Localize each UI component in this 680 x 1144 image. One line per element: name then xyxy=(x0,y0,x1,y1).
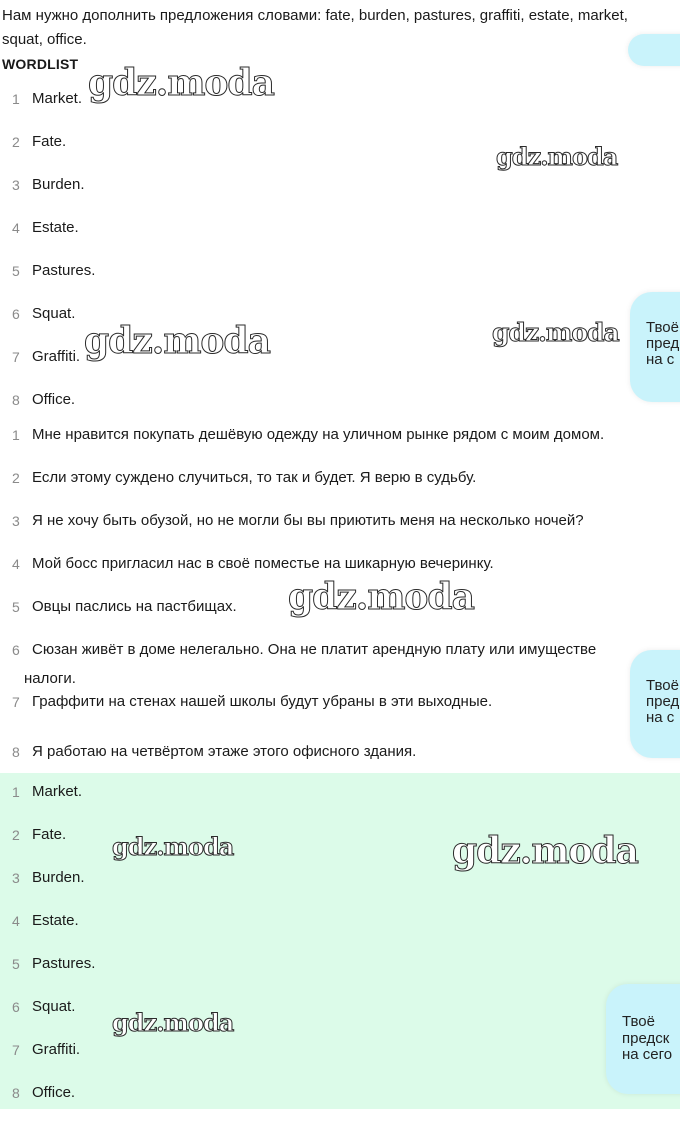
list-item xyxy=(0,730,680,773)
list-item xyxy=(0,688,680,730)
watermark: gdz.moda xyxy=(84,320,270,362)
bubble-text-line1: Твоё xyxy=(646,319,679,336)
item-text: Я не хочу быть обузой, но не могли бы вы приютить меня на несколько ночей? xyxy=(32,512,584,529)
list-item xyxy=(0,249,680,292)
item-number: 4 xyxy=(12,913,20,929)
watermark: gdz.moda xyxy=(112,832,234,861)
item-number: 6 xyxy=(12,642,20,658)
list-item xyxy=(0,628,680,688)
watermark: gdz.moda xyxy=(112,1008,234,1037)
item-text: Office. xyxy=(32,391,76,408)
watermark: gdz.moda xyxy=(288,576,474,618)
list-item xyxy=(0,899,680,942)
list-item xyxy=(0,456,680,499)
item-text: Graffiti. xyxy=(32,348,81,365)
item-number: 8 xyxy=(12,744,20,760)
item-text: Pastures. xyxy=(32,955,96,972)
item-text: Сюзан живёт в доме нелегально. Она не платит арендную плату или имуществе xyxy=(32,641,597,658)
item-text: Burden. xyxy=(32,869,85,886)
bubble-text-line3: на с xyxy=(646,709,675,726)
item-number: 2 xyxy=(12,470,20,486)
item-number: 3 xyxy=(12,870,20,886)
item-number: 3 xyxy=(12,513,20,529)
item-text: Graffiti. xyxy=(32,1041,81,1058)
bubble-text-line3: на с xyxy=(646,351,675,368)
item-number: 8 xyxy=(12,392,20,408)
item-number: 6 xyxy=(12,999,20,1015)
item-number: 5 xyxy=(12,599,20,615)
item-number: 1 xyxy=(12,427,20,443)
item-text: Pastures. xyxy=(32,262,96,279)
item-number: 3 xyxy=(12,177,20,193)
list-item xyxy=(0,206,680,249)
item-text: Fate. xyxy=(32,133,67,150)
list-item xyxy=(0,985,680,1028)
item-text: Office. xyxy=(32,1084,76,1101)
bubble-text-line1: Твоё xyxy=(622,1013,655,1030)
item-text: Я работаю на четвёртом этаже этого офисного здания. xyxy=(32,743,417,760)
wordlist-heading: WORDLIST xyxy=(2,56,79,72)
item-text: Овцы паслись на пастбищах. xyxy=(32,598,237,615)
item-number: 7 xyxy=(12,349,20,365)
bubble-text-line3: на сего xyxy=(622,1046,673,1063)
item-number: 5 xyxy=(12,956,20,972)
ad-bubble[interactable] xyxy=(630,292,680,402)
item-text: Estate. xyxy=(32,912,79,929)
item-number: 1 xyxy=(12,91,20,107)
item-text: Market. xyxy=(32,783,83,800)
task-description: Нам нужно дополнить предложения словами: fate, burden, pastures, graffiti, estate, market, squat, office. xyxy=(2,7,628,48)
bubble-text-line2: пред xyxy=(646,335,680,352)
item-text: Estate. xyxy=(32,219,79,236)
item-number: 7 xyxy=(12,1042,20,1058)
list-item xyxy=(0,1071,680,1114)
ad-bubble[interactable] xyxy=(606,984,680,1094)
list-item xyxy=(0,1028,680,1071)
item-text: Мой босс пригласил нас в своё поместье на шикарную вечеринку. xyxy=(32,555,494,572)
item-text: Squat. xyxy=(32,998,76,1015)
bubble-text-line2: пред xyxy=(646,693,680,710)
item-number: 7 xyxy=(12,694,20,710)
answer-list-final xyxy=(0,770,680,1114)
ad-bubble-top[interactable] xyxy=(628,34,680,66)
item-text: Граффити на стенах нашей школы будут убраны в эти выходные. xyxy=(32,693,493,710)
bubble-text-line2: предск xyxy=(622,1030,670,1047)
watermark: gdz.moda xyxy=(492,318,619,347)
item-text: Если этому суждено случиться, то так и будет. Я верю в судьбу. xyxy=(32,469,477,486)
watermark: gdz.moda xyxy=(452,830,638,872)
watermark: gdz.moda xyxy=(88,62,274,104)
item-text: Burden. xyxy=(32,176,85,193)
list-item xyxy=(0,499,680,542)
item-number: 4 xyxy=(12,220,20,236)
item-number: 6 xyxy=(12,306,20,322)
ad-bubble[interactable] xyxy=(630,650,680,758)
watermark: gdz.moda xyxy=(496,142,618,171)
item-number: 2 xyxy=(12,134,20,150)
item-number: 5 xyxy=(12,263,20,279)
item-number: 1 xyxy=(12,784,20,800)
item-text: Мне нравится покупать дешёвую одежду на уличном рынке рядом с моим домом. xyxy=(32,426,605,443)
item-number: 4 xyxy=(12,556,20,572)
item-number: 8 xyxy=(12,1085,20,1101)
answer-list-words xyxy=(0,77,680,421)
list-item xyxy=(0,413,680,456)
bubble-text-line1: Твоё xyxy=(646,677,679,694)
list-item xyxy=(0,942,680,985)
item-text: Market. xyxy=(32,90,83,107)
item-text-continued: налоги. xyxy=(24,670,76,687)
item-number: 2 xyxy=(12,827,20,843)
list-item xyxy=(0,770,680,813)
item-text: Squat. xyxy=(32,305,76,322)
item-text: Fate. xyxy=(32,826,67,843)
